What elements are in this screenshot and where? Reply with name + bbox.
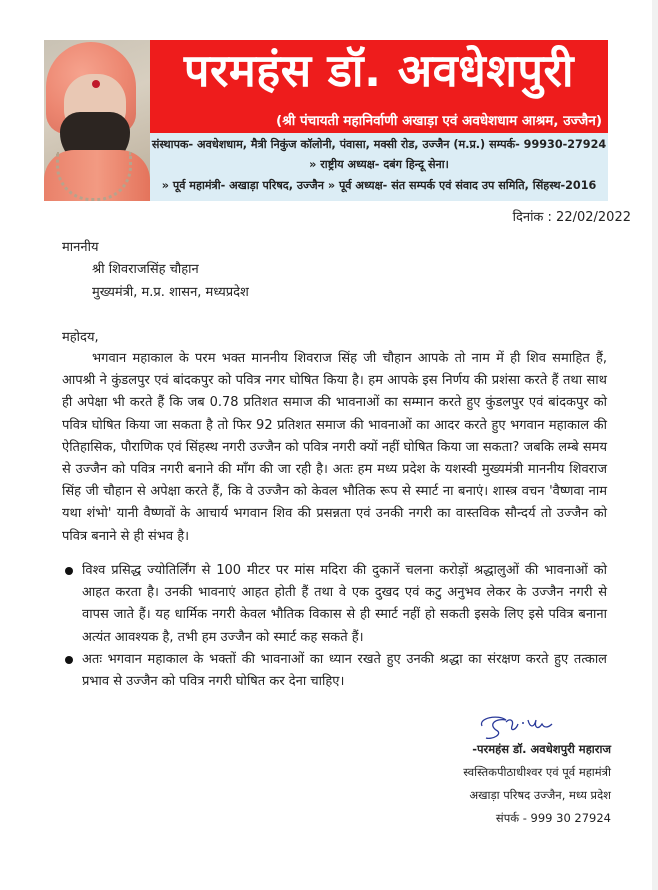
- portrait-photo: [44, 40, 150, 201]
- letterhead-former-posts-line: » पूर्व महामंत्री- अखाड़ा परिषद, उज्जैन » पूर्व अध्यक्ष- संत सम्पर्क एवं संवाद उप समिति, सिंहस्थ-2016: [161, 179, 597, 192]
- bullet-text: अतः भगवान महाकाल के भक्तों की भावनाओं का ध्यान रखते हुए उनकी श्रद्धा का संरक्षण करते हुए तत्काल प्रभाव से उज्जैन को पवित्र नगरी घोषित कर देना चाहिए।: [82, 651, 607, 690]
- bullet-dot-icon: [65, 656, 73, 664]
- bullet-item: [62, 560, 607, 649]
- recipient-name: श्री शिवराजसिंह चौहान: [92, 262, 199, 277]
- signatory-organization: अखाड़ा परिषद उज्जैन, मध्य प्रदेश: [469, 788, 611, 802]
- recipient-salutation: माननीय: [62, 240, 99, 255]
- letterhead-subtitle: (श्री पंचायती महानिर्वाणी अखाड़ा एवं अवधेशधाम आश्रम, उज्जैन): [276, 113, 602, 129]
- letter-date: दिनांक : 22/02/2022: [512, 210, 631, 225]
- letter-greeting: महोदय,: [62, 330, 99, 345]
- signatory-contact: संपर्क - 999 30 27924: [495, 811, 611, 825]
- bullet-item: [62, 649, 607, 693]
- letterhead-title: परमहंस डॉ. अवधेशपुरी: [183, 44, 575, 97]
- letterhead: [44, 40, 608, 201]
- letterhead-president-line: » राष्ट्रीय अध्यक्ष- दबंग हिन्दू सेना।: [309, 158, 449, 171]
- page-edge-strip: [652, 0, 658, 890]
- body-paragraph: भगवान महाकाल के परम भक्त माननीय शिवराज सिंह जी चौहान आपके तो नाम में ही शिव समाहित हैं, आपश्री ने कुंडलपुर एवं बांदकपुर को पवित्र नगर घोषित किया है। हम आपके इस निर्णय की प्रशंसा करते हैं तथा साथ ही अपेक्षा भी करते हैं कि जब 0.78 प्रतिशत समाज की भावनाओं का सम्मान करते हुए कुंडलपुर एवं बांदकपुर को पवित्र घोषित किया जा सकता है तो फिर 92 प्रतिशत समाज की भावनाओं का आदर करते हुए भगवान महाकाल की ऐतिहासिक, पौराणिक एवं सिंहस्थ नगरी उज्जैन को पवित्र नगरी क्यों नहीं घोषित किया जा सकता? जबकि लम्बे समय से उज्जैन को पवित्र नगरी बनाने की माँग की जा रही है। अतः हम मध्य प्रदेश के यशस्वी मुख्यमंत्री माननीय शिवराज सिंह जी चौहान से अपेक्षा करते हैं, कि वे उज्जैन को केवल भौतिक रूप से स्मार्ट ना बनाएं। शास्त्र वचन 'वैष्णवा नाम यथा शंभो' यानी वैष्णवों के आचार्य भगवान शिव की प्रसन्नता एवं उनकी नगरी का वास्तविक सौन्दर्य तो उज्जैन को पवित्र बनाने से ही संभव है।: [62, 351, 607, 544]
- signature-block: [463, 738, 611, 830]
- signatory-name: -परमहंस डॉ. अवधेशपुरी महाराज: [472, 742, 611, 756]
- letter-body: [62, 348, 607, 548]
- bullet-list: [62, 560, 607, 693]
- bullet-text: विश्व प्रसिद्ध ज्योतिर्लिंग से 100 मीटर पर मांस मदिरा की दुकानें चलना करोड़ों श्रद्धालुओं की भावनाओं को आहत करता है। उनकी भावनाएं आहत होती हैं तथा वे एक दुखद एवं कटु अनुभव लेकर के उज्जैन नगरी से वापस जाते हैं। यह धार्मिक नगरी केवल भौतिक विकास से ही स्मार्ट नहीं हो सकती इसके लिए इसे पवित्र बनाना अत्यंत आवश्यक है, तभी हम उज्जैन को स्मार्ट कह सकते हैं।: [82, 563, 607, 645]
- letterhead-info-band: [150, 133, 608, 201]
- recipient-designation: मुख्यमंत्री, म.प्र. शासन, मध्यप्रदेश: [92, 285, 249, 300]
- letterhead-title-band: [150, 40, 608, 133]
- bullet-dot-icon: [65, 567, 73, 575]
- letterhead-founder-line: संस्थापक- अवधेशधाम, मैत्री निकुंज कॉलोनी, पंवासा, मक्सी रोड, उज्जैन (म.प्र.) सम्पर्क- 99930-27924: [151, 138, 607, 151]
- signatory-title: स्वस्तिकपीठाधीश्वर एवं पूर्व महामंत्री: [463, 765, 611, 779]
